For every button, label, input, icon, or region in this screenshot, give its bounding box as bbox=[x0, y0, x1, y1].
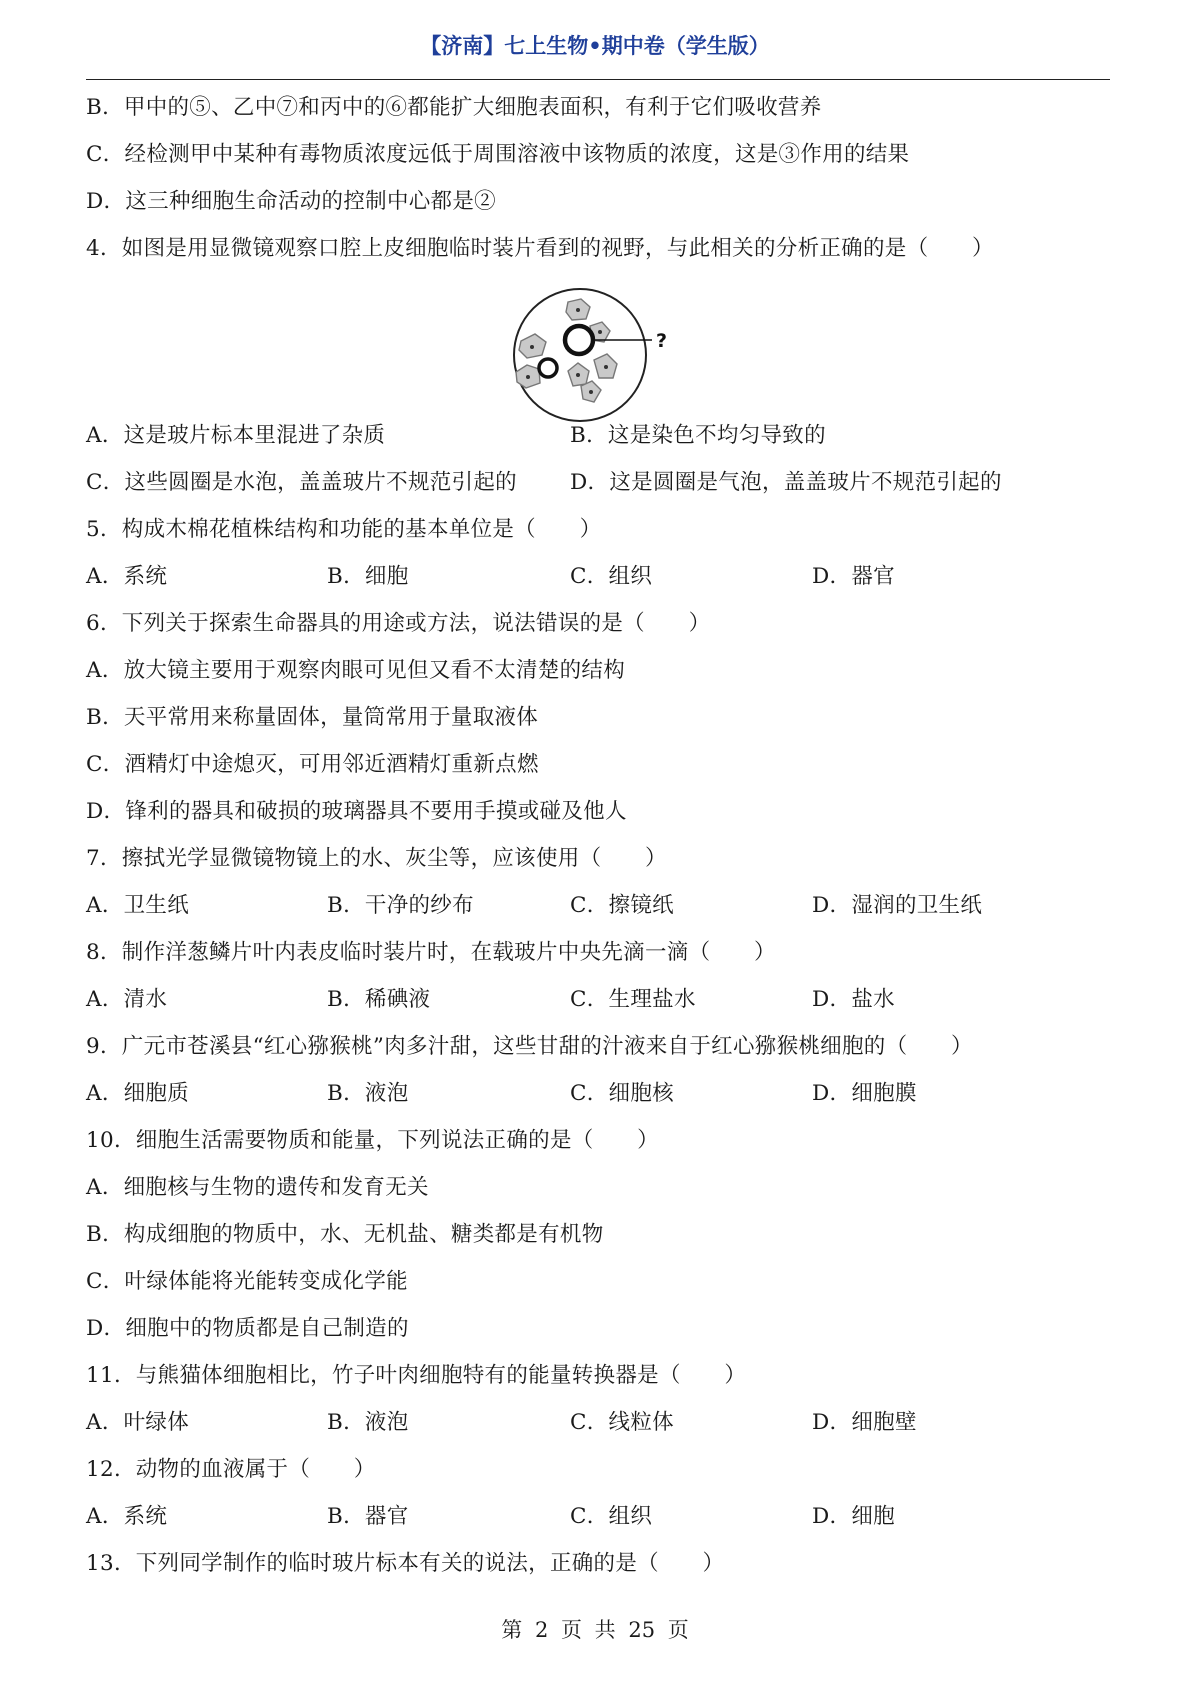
q6-option-d: D．锋利的器具和破损的玻璃器具不要用手摸或碰及他人 bbox=[86, 799, 627, 824]
q6-stem: 6．下列关于探索生命器具的用途或方法，说法错误的是（ ） bbox=[86, 611, 711, 636]
q11-option-d: D．细胞壁 bbox=[812, 1410, 917, 1435]
q6-option-b: B．天平常用来称量固体，量筒常用于量取液体 bbox=[86, 705, 539, 730]
q3-option-b: B．甲中的⑤、乙中⑦和丙中的⑥都能扩大细胞表面积，有利于它们吸收营养 bbox=[86, 95, 822, 120]
q4-option-a: A．这是玻片标本里混进了杂质 bbox=[86, 423, 386, 448]
q10-option-b: B．构成细胞的物质中，水、无机盐、糖类都是有机物 bbox=[86, 1222, 604, 1247]
q12-option-c: C．组织 bbox=[570, 1504, 653, 1529]
q4-option-c: C．这些圆圈是水泡，盖盖玻片不规范引起的 bbox=[86, 470, 517, 495]
q9-option-c: C．细胞核 bbox=[570, 1081, 674, 1106]
q5-option-b: B．细胞 bbox=[327, 564, 409, 589]
q3-option-c: C．经检测甲中某种有毒物质浓度远低于周围溶液中该物质的浓度，这是③作用的结果 bbox=[86, 142, 910, 167]
q10-option-c: C．叶绿体能将光能转变成化学能 bbox=[86, 1269, 408, 1294]
q12-option-a: A．系统 bbox=[86, 1504, 168, 1529]
q5-option-a: A．系统 bbox=[86, 564, 168, 589]
q3-option-d: D．这三种细胞生命活动的控制中心都是② bbox=[86, 189, 496, 214]
q7-stem: 7．擦拭光学显微镜物镜上的水、灰尘等，应该使用（ ） bbox=[86, 846, 667, 871]
page-footer: 第 2 页 共 25 页 bbox=[501, 1618, 689, 1642]
q8-option-a: A．清水 bbox=[86, 987, 168, 1012]
q8-option-c: C．生理盐水 bbox=[570, 987, 696, 1012]
q7-option-d: D．湿润的卫生纸 bbox=[812, 893, 983, 918]
q4-stem: 4．如图是用显微镜观察口腔上皮细胞临时装片看到的视野，与此相关的分析正确的是（ ） bbox=[86, 236, 994, 261]
q5-stem: 5．构成木棉花植株结构和功能的基本单位是（ ） bbox=[86, 517, 602, 542]
q7-option-a: A．卫生纸 bbox=[86, 893, 190, 918]
header-rule bbox=[86, 79, 1110, 80]
q4-option-d: D．这是圆圈是气泡，盖盖玻片不规范引起的 bbox=[570, 470, 1002, 495]
small-bubble bbox=[539, 359, 557, 377]
q9-stem: 9．广元市苍溪县“红心猕猴桃”肉多汁甜，这些甘甜的汁液来自于红心猕猴桃细胞的（ ） bbox=[86, 1034, 973, 1059]
q11-option-b: B．液泡 bbox=[327, 1410, 409, 1435]
q9-option-a: A．细胞质 bbox=[86, 1081, 190, 1106]
q10-stem: 10．细胞生活需要物质和能量，下列说法正确的是（ ） bbox=[86, 1128, 659, 1153]
q8-option-b: B．稀碘液 bbox=[327, 987, 431, 1012]
q11-option-a: A．叶绿体 bbox=[86, 1410, 190, 1435]
q5-option-d: D．器官 bbox=[812, 564, 895, 589]
large-bubble bbox=[565, 326, 593, 354]
q7-option-b: B．干净的纱布 bbox=[327, 893, 474, 918]
q10-option-d: D．细胞中的物质都是自己制造的 bbox=[86, 1316, 409, 1341]
q4-option-b: B．这是染色不均匀导致的 bbox=[570, 423, 826, 448]
q10-option-a: A．细胞核与生物的遗传和发育无关 bbox=[86, 1175, 429, 1200]
q12-option-b: B．器官 bbox=[327, 1504, 409, 1529]
q8-option-d: D．盐水 bbox=[812, 987, 895, 1012]
q13-stem: 13．下列同学制作的临时玻片标本有关的说法，正确的是（ ） bbox=[86, 1551, 725, 1576]
figure-label: ? bbox=[656, 330, 668, 352]
q7-option-c: C．擦镜纸 bbox=[570, 893, 674, 918]
q6-option-c: C．酒精灯中途熄灭，可用邻近酒精灯重新点燃 bbox=[86, 752, 539, 777]
q12-stem: 12．动物的血液属于（ ） bbox=[86, 1457, 376, 1482]
q9-option-b: B．液泡 bbox=[327, 1081, 409, 1106]
q8-stem: 8．制作洋葱鳞片叶内表皮临时装片时，在载玻片中央先滴一滴（ ） bbox=[86, 940, 776, 965]
q11-option-c: C．线粒体 bbox=[570, 1410, 674, 1435]
microscope-field-figure bbox=[506, 282, 696, 432]
q12-option-d: D．细胞 bbox=[812, 1504, 895, 1529]
q5-option-c: C．组织 bbox=[570, 564, 653, 589]
q9-option-d: D．细胞膜 bbox=[812, 1081, 917, 1106]
q11-stem: 11．与熊猫体细胞相比，竹子叶肉细胞特有的能量转换器是（ ） bbox=[86, 1363, 747, 1388]
page-header: 【济南】七上生物•期中卷（学生版） bbox=[420, 34, 770, 58]
q6-option-a: A．放大镜主要用于观察肉眼可见但又看不太清楚的结构 bbox=[86, 658, 626, 683]
